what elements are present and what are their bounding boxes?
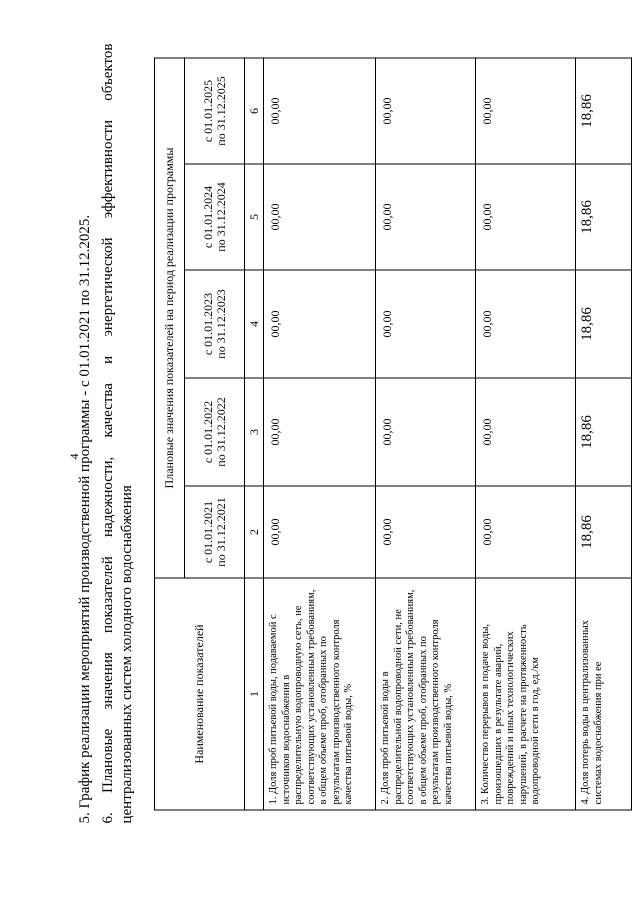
header-planned-values: Плановые значения показателей на период реализации программы [155,57,185,577]
indicator-value: 18,86 [576,57,632,163]
section-5-heading: 5. График реализации мероприятий производственной программы - с 01.01.2021 по 31.12.2025. [77,214,93,823]
column-number: 3 [245,378,264,486]
column-number: 6 [245,57,264,163]
indicator-value: 00,00 [264,164,376,270]
indicator-name: 3. Количество перерывов в подаче воды, произошедших в результате аварий, повреждений и иных технологических нарушений, в расчете на протяженность водопроводной сети в год, ед./км [476,578,576,810]
indicator-value: 00,00 [476,57,576,163]
indicator-value: 18,86 [576,164,632,270]
indicator-value: 00,00 [376,378,476,486]
indicators-table [154,57,632,810]
header-period-2023: с 01.01.2023 по 31.12.2023 [185,270,245,378]
header-period-2022: с 01.01.2022 по 31.12.2022 [185,378,245,486]
indicator-value: 00,00 [476,486,576,578]
indicator-value: 18,86 [576,270,632,378]
column-number: 1 [245,578,264,810]
column-number: 4 [245,270,264,378]
header-period-2025: с 01.01.2025 по 31.12.2025 [185,57,245,163]
indicator-value: 00,00 [476,378,576,486]
indicator-value: 00,00 [264,57,376,163]
page-number: 4 [67,453,81,459]
indicator-value: 00,00 [376,164,476,270]
table-row [476,57,576,809]
table-row [264,57,376,809]
indicator-value: 00,00 [264,378,376,486]
section-6-heading-line1: 6. Плановые значения показателей надежности, качества и энергетической эффективности объектов [100,43,116,823]
column-number: 5 [245,164,264,270]
table-row [376,57,476,809]
indicator-value: 00,00 [264,270,376,378]
indicator-value: 18,86 [576,378,632,486]
indicator-name: 4. Доля потерь воды в централизованных системах водоснабжения при ее [576,578,632,810]
indicator-value: 00,00 [376,486,476,578]
header-indicator-name: Наименование показателей [155,578,245,810]
section-6-heading-line2: централизованных систем холодного водоснабжения [119,484,135,823]
indicator-value: 00,00 [376,270,476,378]
header-period-2024: с 01.01.2024 по 31.12.2024 [185,164,245,270]
table-row [576,57,632,809]
header-period-2021: с 01.01.2021 по 31.12.2021 [185,486,245,578]
indicator-name: 1. Доля проб питьевой воды, подаваемой с источников водоснабжения в распределительную водопроводную сеть, не соответствующих установленным требованиям, в общем объеме проб, отобранных по результатам производственного контроля качества питьевой воды, % [264,578,376,810]
indicator-value: 00,00 [264,486,376,578]
column-number: 2 [245,486,264,578]
indicator-name: 2. Доля проб питьевой воды в распределительной водопроводной сети, не соответствующих установленным требованиям, в общем объеме проб, отобранных по результатам производственного контроля качества питьевой воды, % [376,578,476,810]
indicator-value: 00,00 [376,57,476,163]
indicator-value: 00,00 [476,270,576,378]
indicator-value: 00,00 [476,164,576,270]
indicator-value: 18,86 [576,486,632,578]
